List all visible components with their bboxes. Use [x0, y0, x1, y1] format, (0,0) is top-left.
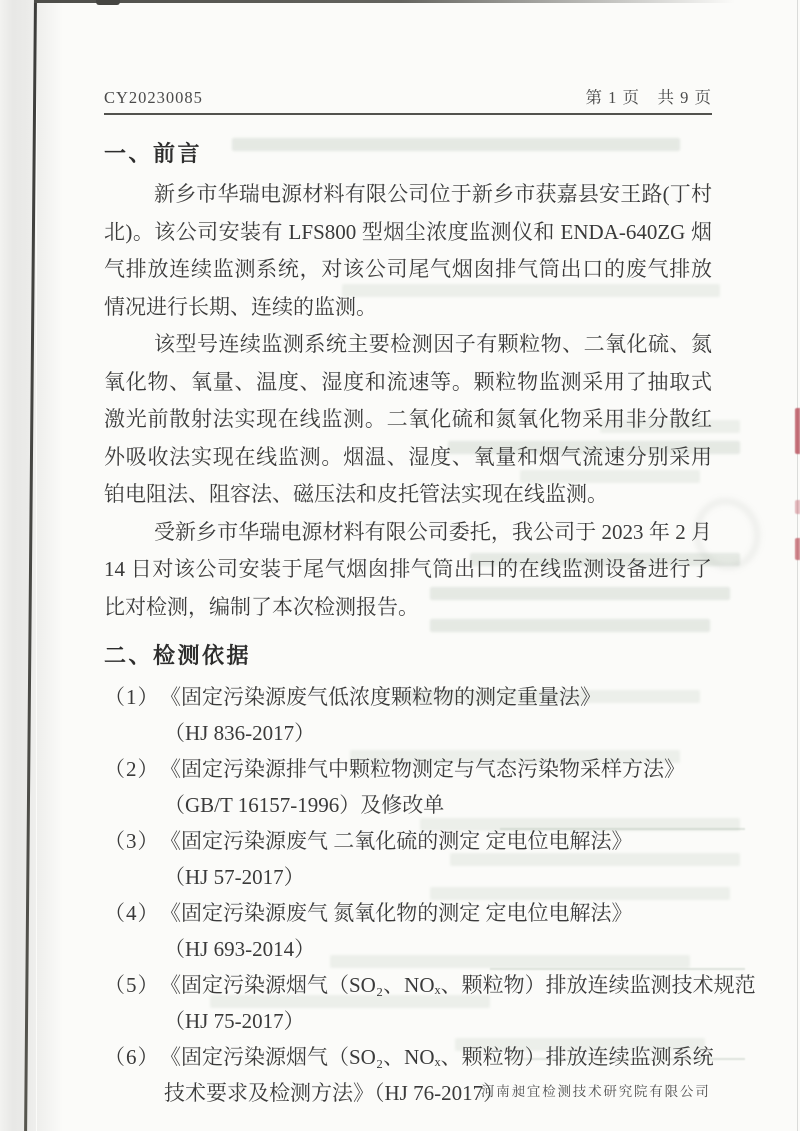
- standard-reference: （GB/T 16157-1996）及修改单: [164, 793, 445, 817]
- item-number: （1）: [104, 685, 160, 709]
- page-crease-shadow: [37, 0, 63, 1131]
- report-number: CY20230085: [104, 88, 203, 107]
- standard-reference: （HJ 693-2014）: [164, 937, 316, 961]
- standard-reference: （HJ 75-2017）: [164, 1009, 305, 1033]
- section-title-basis: 二、检测依据: [104, 643, 252, 668]
- item-number: （4）: [104, 901, 160, 925]
- section-title-foreword: 一、前言: [104, 141, 203, 166]
- list-item: [104, 823, 712, 895]
- footer-company-name: 河南昶宜检测技术研究院有限公司: [481, 1084, 711, 1099]
- standards-list: [104, 679, 756, 1111]
- stamp-bleed-mark: [795, 408, 800, 454]
- standard-title: 《固定污染源废气 二氧化硫的测定 定电位电解法》: [160, 829, 633, 853]
- standard-title: 《固定污染源排气中颗粒物测定与气态污染物采样方法》: [160, 757, 685, 781]
- standard-reference: （HJ 836-2017）: [164, 721, 316, 745]
- page-header: [104, 84, 712, 115]
- top-edge-shadow: [34, 0, 764, 3]
- list-item: [104, 1039, 712, 1111]
- item-number: （2）: [104, 757, 160, 781]
- foreword-paragraph: 新乡市华瑞电源材料有限公司位于新乡市获嘉县安王路(丁村北)。该公司安装有 LFS800 型烟尘浓度监测仪和 ENDA-640ZG 烟气排放连续监测系统，对该公司尾气烟囱排气筒出口的废气排放情况进行长期、连续的监测。: [104, 182, 712, 319]
- document-content: [104, 84, 756, 1111]
- stamp-bleed-mark: [795, 538, 800, 560]
- foreword-paragraph: 受新乡市华瑞电源材料有限公司委托，我公司于 2023 年 2 月 14 日对该公司安装于尾气烟囱排气筒出口的在线监测设备进行了比对检测，编制了本次检测报告。: [104, 519, 712, 619]
- top-edge-mark: [96, 0, 120, 5]
- standard-reference: （HJ 57-2017）: [164, 865, 305, 889]
- item-number: （3）: [104, 829, 160, 853]
- item-number: （5）: [104, 973, 160, 997]
- item-number: （6）: [104, 1045, 160, 1069]
- list-item: [104, 679, 712, 751]
- list-item: [104, 751, 712, 823]
- standard-title: 《固定污染源废气 氮氧化物的测定 定电位电解法》: [160, 901, 633, 925]
- stamp-bleed-mark: [795, 500, 800, 514]
- standard-title: 《固定污染源烟气（SO₂、NOₓ、颗粒物）排放连续监测技术规范: [160, 973, 756, 997]
- page-indicator: 第 1 页 共 9 页: [585, 88, 712, 107]
- list-item: [104, 967, 756, 1039]
- standard-title: 《固定污染源烟气（SO₂、NOₓ、颗粒物）排放连续监测系统: [160, 1045, 714, 1069]
- foreword-paragraph: 该型号连续监测系统主要检测因子有颗粒物、二氧化硫、氮氧化物、氧量、温度、湿度和流速等。颗粒物监测采用了抽取式激光前散射法实现在线监测。二氧化硫和氮氧化物采用非分散红外吸收法实现在线监测。烟温、湿度、氧量和烟气流速分别采用铂电阻法、阻容法、磁压法和皮托管法实现在线监测。: [104, 332, 712, 506]
- list-item: [104, 895, 712, 967]
- standard-reference: 技术要求及检测方法》（HJ 76-2017）: [164, 1081, 505, 1105]
- right-page-fold: [797, 0, 798, 1131]
- standard-title: 《固定污染源废气低浓度颗粒物的测定重量法》: [160, 685, 601, 709]
